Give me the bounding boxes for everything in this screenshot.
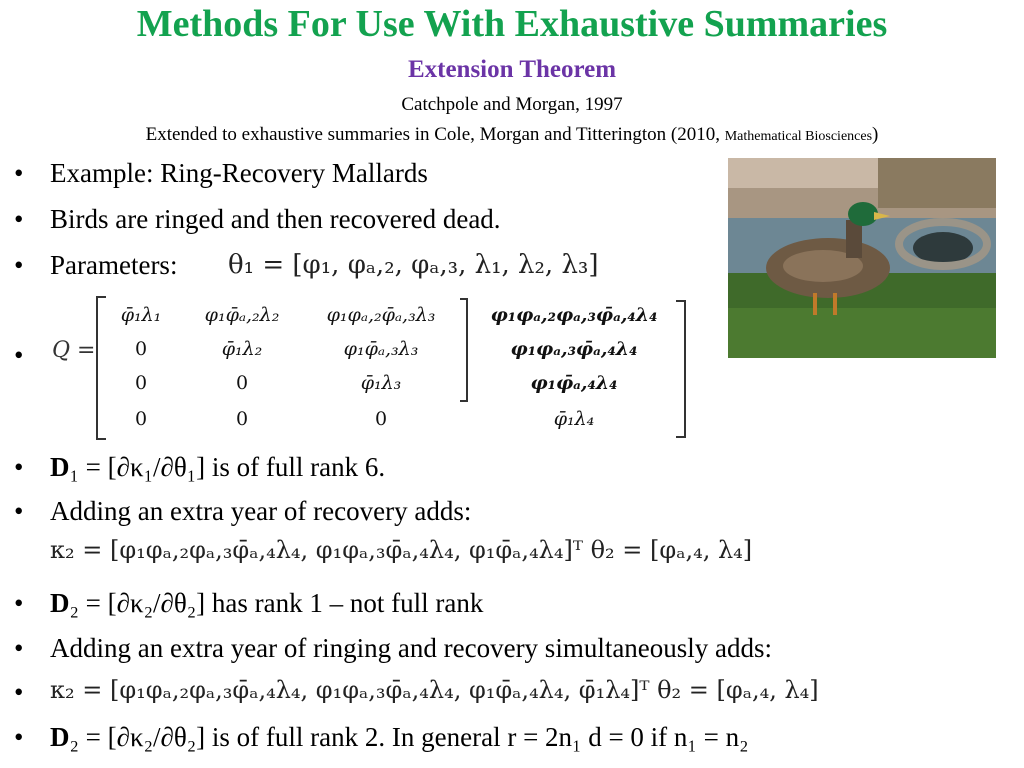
matrix-lhs: Q = [52,338,96,363]
matrix-cell: 0 [374,408,388,430]
matrix-cell: 0 [235,408,249,430]
matrix-cell: φ̄₁λ₃ [360,372,402,394]
bullet-birds: Birds are ringed and then recovered dead. [50,204,501,234]
extended-prefix: Extended to exhaustive summaries in Cole, Morgan and Titterington (2010, [145,124,725,145]
journal-name: Mathematical Biosciences [724,129,873,144]
bullet-dot: • [14,250,24,280]
bullet-extra-recovery: Adding an extra year of recovery adds: [50,496,472,526]
extended-suffix: ) [872,124,879,145]
d1-statement: ₁ = [∂κ₁/∂θ₁] is of full rank 6. [69,452,386,482]
matrix-cell: φ̄₁λ₁ [120,304,162,326]
q-matrix [96,296,692,438]
matrix-cell: φ₁φ̄ₐ,₂λ₂ [204,304,280,326]
outer-right-bracket [676,300,686,438]
bullet-dot: • [14,340,24,370]
bullet-dot: • [14,722,24,752]
matrix-cell-highlight: φ₁φ̄ₐ,₄λ₄ [530,372,618,394]
d2-statement: ₂ = [∂κ₂/∂θ₂] has rank 1 – not full rank [69,588,484,618]
matrix-cell: 0 [134,408,148,430]
mallard-photo [728,158,996,358]
bullet-dot: • [14,452,24,482]
d2-symbol: D [50,722,70,752]
slide-subtitle: Extension Theorem [407,56,617,83]
citation: Catchpole and Morgan, 1997 [401,94,623,115]
bullet-dot: • [14,158,24,188]
bullet-d2-full-rank [50,722,748,752]
d1-symbol: D [50,452,70,482]
extended-citation [0,124,1024,146]
matrix-cell: 0 [134,338,148,360]
bullet-dot: • [14,588,24,618]
matrix-cell-highlight: φ₁φₐ,₃φ̄ₐ,₄λ₄ [510,338,638,360]
matrix-cell-highlight: φ₁φₐ,₂φₐ,₃φ̄ₐ,₄λ₄ [490,304,658,326]
matrix-cell: φ₁φ̄ₐ,₃λ₃ [343,338,419,360]
bullet-dot: • [14,496,24,526]
d2-symbol: D [50,588,70,618]
bullet-extra-ringing: Adding an extra year of ringing and recovery simultaneously adds: [50,633,773,663]
inner-right-bracket [460,298,468,402]
bullet-parameters: Parameters: [50,250,178,280]
kappa2-full-formula: κ₂ = [φ₁φₐ,₂φₐ,₃φ̄ₐ,₄λ₄, φ₁φₐ,₃φ̄ₐ,₄λ₄, φ₁φ̄ₐ,₄λ₄, φ̄₁λ₄]ᵀ θ₂ = [φₐ,₄, λ₄] [50,676,819,704]
matrix-cell: φ₁φₐ,₂φ̄ₐ,₃λ₃ [326,304,436,326]
mallard-image [728,158,996,358]
bullet-dot: • [14,204,24,234]
matrix-cell: φ̄₁λ₂ [221,338,263,360]
d2-full-rank-statement: ₂ = [∂κ₂/∂θ₂] is of full rank 2. In general r = 2n₁ d = 0 if n₁ = n₂ [69,722,749,752]
bullet-dot: • [14,677,24,707]
bullet-d2-rank1 [50,588,483,618]
bullet-dot: • [14,633,24,663]
kappa2-theta2-formula: κ₂ = [φ₁φₐ,₂φₐ,₃φ̄ₐ,₄λ₄, φ₁φₐ,₃φ̄ₐ,₄λ₄, φ₁φ̄ₐ,₄λ₄]ᵀ θ₂ = [φₐ,₄, λ₄] [50,536,753,564]
matrix-cell-last: φ̄₁λ₄ [553,408,595,430]
matrix-cell: 0 [235,372,249,394]
left-bracket [96,296,106,440]
bullet-example: Example: Ring-Recovery Mallards [50,158,428,188]
slide-title: Methods For Use With Exhaustive Summaries [136,3,888,45]
theta1-formula: θ₁ = [φ₁, φₐ,₂, φₐ,₃, λ₁, λ₂, λ₃] [228,250,599,280]
bullet-d1-rank [50,452,385,482]
matrix-cell: 0 [134,372,148,394]
